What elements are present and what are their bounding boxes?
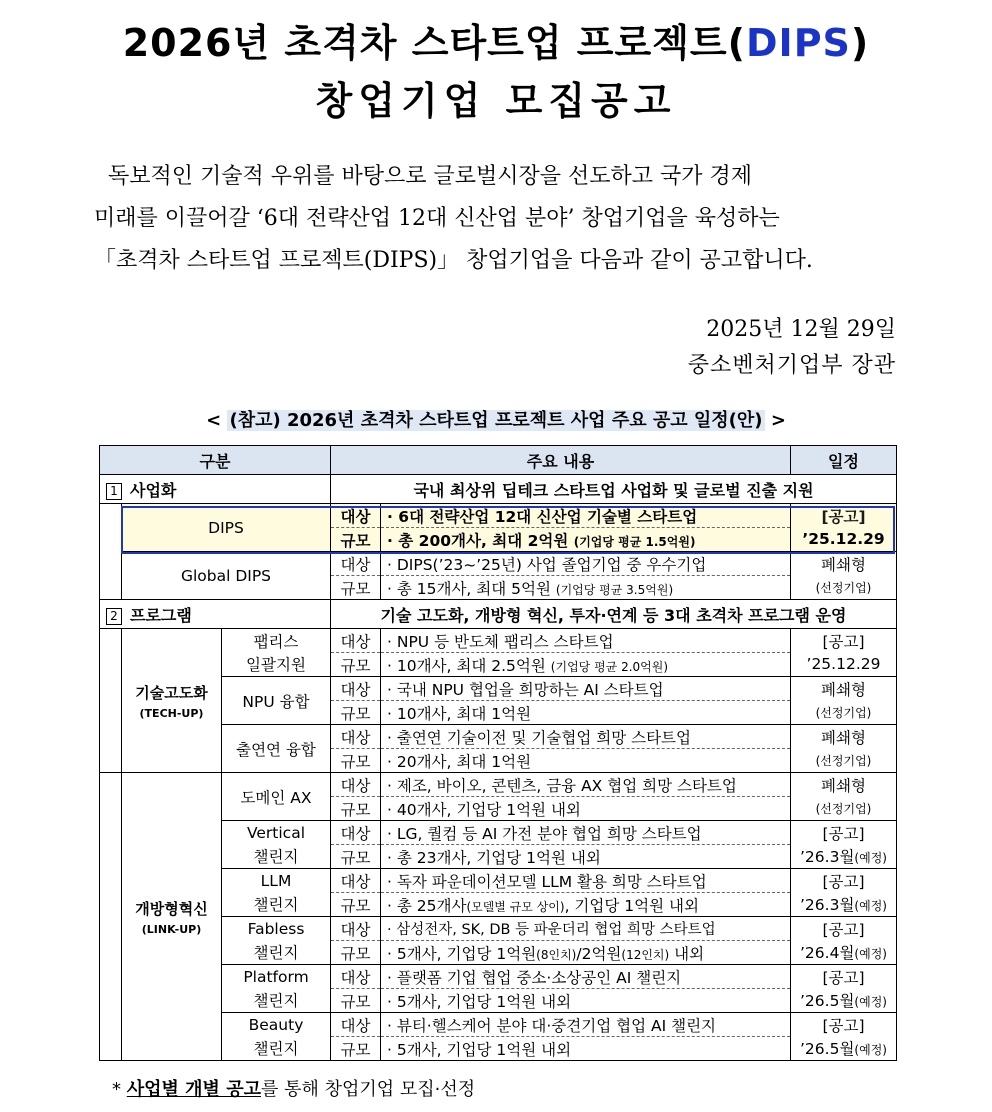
dips-schedule-1: [공고] [791,504,897,528]
section-number-box: 2 [106,608,122,625]
reference-heading: < (참고) 2026년 초격차 스타트업 프로젝트 사업 주요 공고 일정(안) > [206,410,786,431]
tech-up-item-2-scale: · 20개사, 최대 1억원 [381,749,791,773]
link-up-item-0-target: · 제조, 바이오, 콘텐츠, 금융 AX 협업 희망 스타트업 [381,773,791,797]
table-row [100,773,897,797]
link-up-item-0-schedule-1: 폐쇄형 [791,773,897,797]
header-content: 주요 내용 [331,446,791,475]
label-target: 대상 [331,677,381,701]
label-scale: 규모 [331,893,381,917]
tech-up-item-2-schedule-1: 폐쇄형 [791,725,897,749]
label-target: 대상 [331,965,381,989]
label-scale: 규모 [331,845,381,869]
tech-up-item-2-target: · 출연연 기술이전 및 기술협업 희망 스타트업 [381,725,791,749]
page-title-line1: 2026년 초격차 스타트업 프로젝트(DIPS) [122,21,870,65]
dips-target: · 6대 전략산업 12대 신산업 기술별 스타트업 [381,504,791,528]
link-up-item-3-target: · 삼성전자, SK, DB 등 파운더리 협업 희망 스타트업 [381,917,791,941]
table-header-row [100,446,897,475]
reference-title: (참고) 2026년 초격차 스타트업 프로젝트 사업 주요 공고 일정(안) [229,410,763,431]
tech-up-item-1-schedule-1: 폐쇄형 [791,677,897,701]
link-up-item-1-name-2: 챌린지 [222,845,331,869]
label-scale: 규모 [331,528,381,552]
link-up-item-0-schedule-2: (선정기업) [791,797,897,821]
link-up-item-4-schedule-2: ’26.5월(예정) [791,989,897,1013]
section-summary-2: 기술 고도화, 개방형 혁신, 투자·연계 등 3대 초격차 프로그램 운영 [331,600,897,629]
link-up-item-4-name-2: 챌린지 [222,989,331,1013]
footnote: * 사업별 개별 공고를 통해 창업기업 모집·선정 [112,1079,476,1100]
link-up-item-3-name: Fabless [222,917,331,941]
link-up-item-1-schedule-1: [공고] [791,821,897,845]
tech-up-item-1-name: NPU 융합 [222,677,331,725]
link-up-item-2-target: · 독자 파운데이션모델 LLM 활용 희망 스타트업 [381,869,791,893]
section-label-1: 1 사업화 [100,475,331,504]
global-dips-scale: · 총 15개사, 최대 5억원 (기업당 평균 3.5억원) [381,576,791,600]
link-up-item-4-schedule-1: [공고] [791,965,897,989]
dips-name: DIPS [122,504,331,552]
label-scale: 규모 [331,941,381,965]
link-up-item-3-schedule-1: [공고] [791,917,897,941]
tech-up-item-0-target: · NPU 등 반도체 팹리스 스타트업 [381,629,791,653]
link-up-item-1-target: · LG, 퀄컴 등 AI 가전 분야 협업 희망 스타트업 [381,821,791,845]
dips-scale: · 총 200개사, 최대 2억원 (기업당 평균 1.5억원) [381,528,791,552]
link-up-item-3-name-2: 챌린지 [222,941,331,965]
intro-line-3: 「초격차 스타트업 프로젝트(DIPS)」 창업기업을 다음과 같이 공고합니다. [94,248,813,273]
link-up-item-1-scale: · 총 23개사, 기업당 1억원 내외 [381,845,791,869]
label-scale: 규모 [331,749,381,773]
section-label-2: 2 프로그램 [100,600,331,629]
link-up-item-5-schedule-1: [공고] [791,1013,897,1037]
tech-up-item-0-name-2: 일괄지원 [222,653,331,677]
label-scale: 규모 [331,701,381,725]
label-target: 대상 [331,773,381,797]
tech-up-item-2-name: 출연연 융합 [222,725,331,773]
link-up-item-5-name: Beauty [222,1013,331,1037]
tech-up-item-2-schedule-2: (선정기업) [791,749,897,773]
label-scale: 규모 [331,989,381,1013]
label-target: 대상 [331,917,381,941]
footnote-emphasis: 사업별 개별 공고 [126,1079,261,1100]
section-row-1 [100,475,897,504]
intro-paragraph [94,156,898,282]
link-up-item-0-scale: · 40개사, 기업당 1억원 내외 [381,797,791,821]
label-scale: 규모 [331,576,381,600]
label-target: 대상 [331,821,381,845]
schedule-table [99,445,897,1061]
tech-up-item-1-scale: · 10개사, 최대 1억원 [381,701,791,725]
link-up-item-2-schedule-2: ’26.3월(예정) [791,893,897,917]
tech-up-item-1-target: · 국내 NPU 협업을 희망하는 AI 스타트업 [381,677,791,701]
label-scale: 규모 [331,653,381,677]
table-row [100,504,897,528]
header-category: 구분 [100,446,331,475]
link-up-item-5-target: · 뷰티·헬스케어 분야 대·중견기업 협업 AI 챌린지 [381,1013,791,1037]
link-up-item-2-name-2: 챌린지 [222,893,331,917]
signer: 중소벤처기업부 장관 [687,353,896,378]
link-up-item-5-scale: · 5개사, 기업당 1억원 내외 [381,1037,791,1061]
link-up-item-4-target: · 플랫폼 기업 협업 중소·소상공인 AI 챌린지 [381,965,791,989]
global-dips-target: · DIPS(’23~’25년) 사업 졸업기업 중 우수기업 [381,552,791,576]
link-up-item-3-scale: · 5개사, 기업당 1억원(8인치)/2억원(12인치) 내외 [381,941,791,965]
link-up-item-4-name: Platform [222,965,331,989]
header-schedule: 일정 [791,446,897,475]
page-title-line2: 창업기업 모집공고 [315,79,677,123]
global-dips-name: Global DIPS [122,552,331,600]
link-up-item-2-scale: · 총 25개사(모델별 규모 상이), 기업당 1억원 내외 [381,893,791,917]
link-up-item-1-name: Vertical [222,821,331,845]
intro-line-1: 독보적인 기술적 우위를 바탕으로 글로벌시장을 선도하고 국가 경제 [108,164,753,189]
link-up-item-2-name: LLM [222,869,331,893]
link-up-item-3-schedule-2: ’26.4월(예정) [791,941,897,965]
link-up-item-2-schedule-1: [공고] [791,869,897,893]
global-dips-schedule-1: 폐쇄형 [791,552,897,576]
tech-up-item-0-schedule-1: [공고] [791,629,897,653]
announcement-date: 2025년 12월 29일 [706,317,896,342]
tech-up-item-0-scale: · 10개사, 최대 2.5억원 (기업당 평균 2.0억원) [381,653,791,677]
label-scale: 규모 [331,1037,381,1061]
tech-up-category: 기술고도화 (TECH-UP) [122,629,222,773]
link-up-item-4-scale: · 5개사, 기업당 1억원 내외 [381,989,791,1013]
tech-up-item-0-name: 팹리스 [222,629,331,653]
label-target: 대상 [331,552,381,576]
tech-up-item-1-schedule-2: (선정기업) [791,701,897,725]
intro-line-2: 미래를 이끌어갈 ‘6대 전략산업 12대 신산업 분야’ 창업기업을 육성하는 [94,206,780,231]
link-up-item-5-name-2: 챌린지 [222,1037,331,1061]
global-dips-schedule-2: (선정기업) [791,576,897,600]
label-target: 대상 [331,869,381,893]
section-summary-1: 국내 최상위 딥테크 스타트업 사업화 및 글로벌 진출 지원 [331,475,897,504]
tech-up-item-0-schedule-2: ’25.12.29 [791,653,897,677]
dips-title-accent: DIPS [746,21,851,65]
dips-schedule-2: ’25.12.29 [791,528,897,552]
section-row-2 [100,600,897,629]
link-up-item-5-schedule-2: ’26.5월(예정) [791,1037,897,1061]
label-target: 대상 [331,725,381,749]
link-up-category: 개방형혁신 (LINK-UP) [122,773,222,1061]
link-up-item-0-name: 도메인 AX [222,773,331,821]
section-number-box: 1 [106,483,122,500]
label-target: 대상 [331,1013,381,1037]
label-scale: 규모 [331,797,381,821]
label-target: 대상 [331,629,381,653]
table-row [100,552,897,576]
link-up-item-1-schedule-2: ’26.3월(예정) [791,845,897,869]
label-target: 대상 [331,504,381,528]
table-row [100,629,897,653]
